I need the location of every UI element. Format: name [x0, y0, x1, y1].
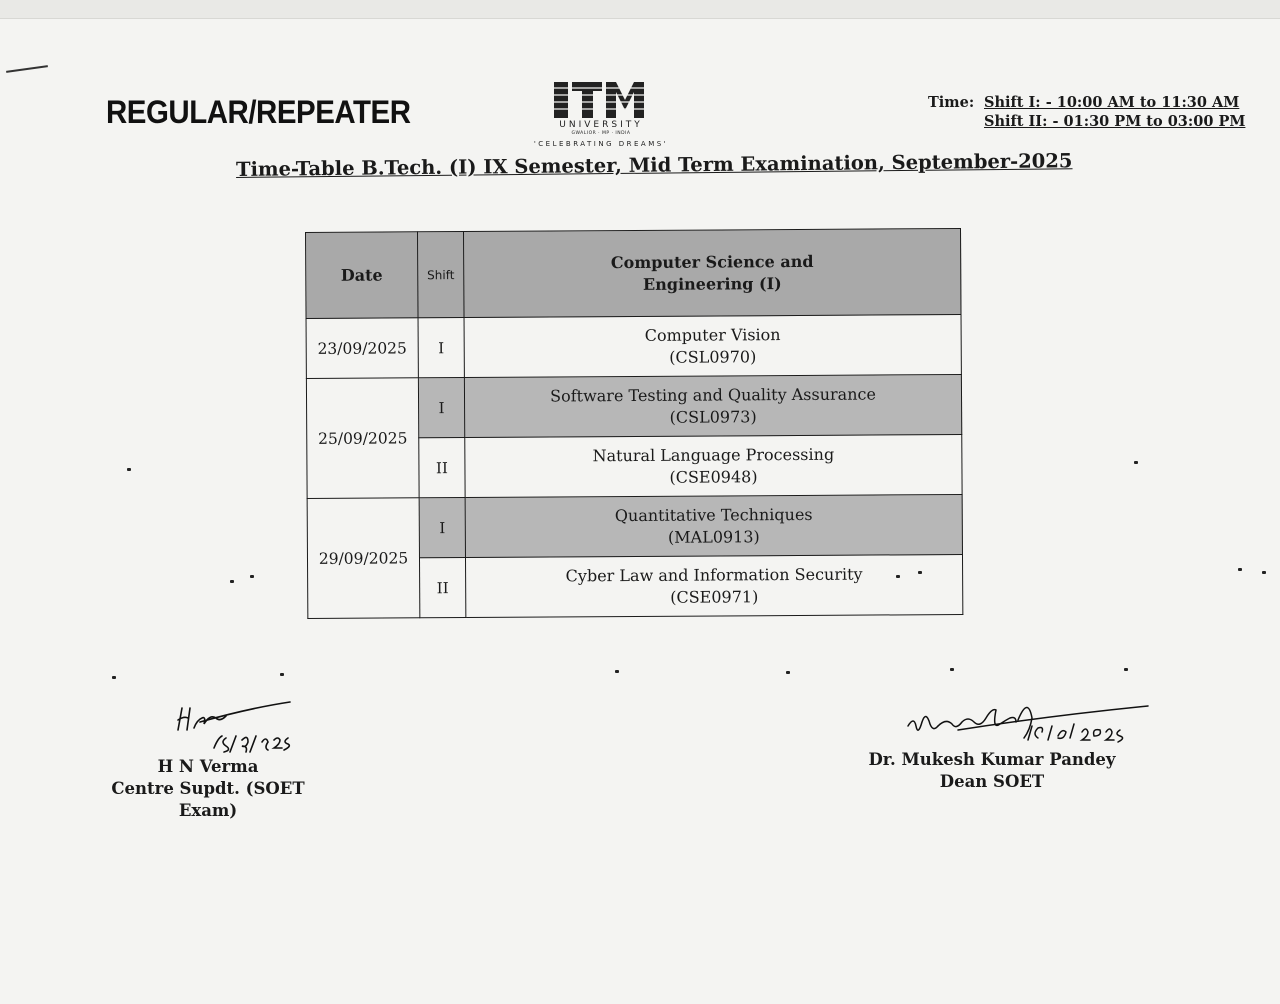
university-logo [520, 80, 682, 154]
signatory-name: Dr. Mukesh Kumar Pandey [868, 750, 1116, 769]
subject-code: (CSL0970) [669, 346, 757, 367]
exam-category-title: REGULAR/REPEATER [106, 94, 411, 130]
scan-speck [112, 676, 116, 679]
subject-code: (MAL0913) [667, 526, 760, 547]
table-row [306, 314, 961, 378]
exam-shift: II [419, 438, 465, 498]
header-branch [464, 228, 962, 317]
subject-name: Cyber Law and Information Security [565, 564, 863, 585]
signatory-left [88, 756, 328, 822]
subject-name: Natural Language Processing [592, 444, 835, 465]
table-row [307, 494, 962, 558]
scan-speck [918, 571, 922, 574]
scan-speck [1134, 461, 1138, 464]
header-branch-line1: Computer Science and [610, 251, 814, 272]
header-date: Date [306, 232, 419, 319]
exam-date: 23/09/2025 [306, 318, 418, 379]
logo-location-text: GWALIOR · MP · INDIA [571, 131, 631, 136]
subject-name: Quantitative Techniques [614, 504, 813, 525]
scan-speck [615, 670, 619, 673]
pen-mark [6, 65, 48, 73]
exam-subject [465, 554, 962, 617]
itm-logo-icon [552, 80, 646, 120]
signature-hn-verma [170, 690, 320, 760]
exam-timetable [305, 228, 963, 619]
scan-speck [786, 671, 790, 674]
exam-subject [464, 374, 961, 437]
signatory-designation: Centre Supdt. (SOET Exam) [111, 779, 305, 820]
table-row [306, 374, 961, 438]
scan-speck [230, 580, 234, 583]
exam-subject [464, 314, 961, 377]
time-label: Time: [928, 94, 975, 111]
exam-shift: II [419, 558, 465, 618]
exam-subject [465, 434, 962, 497]
exam-date: 25/09/2025 [306, 378, 419, 499]
scan-speck [950, 668, 954, 671]
subject-code: (CSL0973) [669, 406, 757, 427]
timetable-title: Time-Table B.Tech. (I) IX Semester, Mid Term Examination, September-2025 [235, 149, 1073, 181]
page-edge [0, 0, 1280, 19]
exam-shift: I [418, 318, 464, 378]
shift-1-timing: Shift I: - 10:00 AM to 11:30 AM [984, 94, 1240, 111]
exam-shift: I [418, 378, 464, 438]
header-shift: Shift [418, 232, 465, 318]
subject-code: (CSE0948) [669, 466, 758, 487]
logo-tagline: 'CELEBRATING DREAMS' [533, 140, 669, 148]
subject-code: (CSE0971) [670, 586, 759, 607]
signatory-right [868, 749, 1116, 793]
exam-subject [465, 494, 962, 557]
signature-mk-pandey [898, 696, 1158, 752]
table-header-row [306, 228, 962, 318]
signatory-designation: Dean SOET [939, 772, 1045, 791]
signatory-name: H N Verma [157, 757, 259, 776]
subject-name: Software Testing and Quality Assurance [550, 384, 876, 406]
exam-shift: I [419, 498, 465, 558]
scan-speck [896, 575, 900, 578]
exam-date: 29/09/2025 [307, 498, 420, 619]
scan-speck [250, 575, 254, 578]
scan-speck [1238, 568, 1242, 571]
subject-name: Computer Vision [644, 324, 781, 345]
scan-speck [1124, 668, 1128, 671]
header-branch-line2: Engineering (I) [642, 273, 782, 294]
shift-2-timing: Shift II: - 01:30 PM to 03:00 PM [984, 113, 1246, 130]
scan-speck [1262, 571, 1266, 574]
scan-speck [127, 468, 131, 471]
scan-speck [280, 673, 284, 676]
logo-university-text: UNIVERSITY [559, 120, 643, 130]
